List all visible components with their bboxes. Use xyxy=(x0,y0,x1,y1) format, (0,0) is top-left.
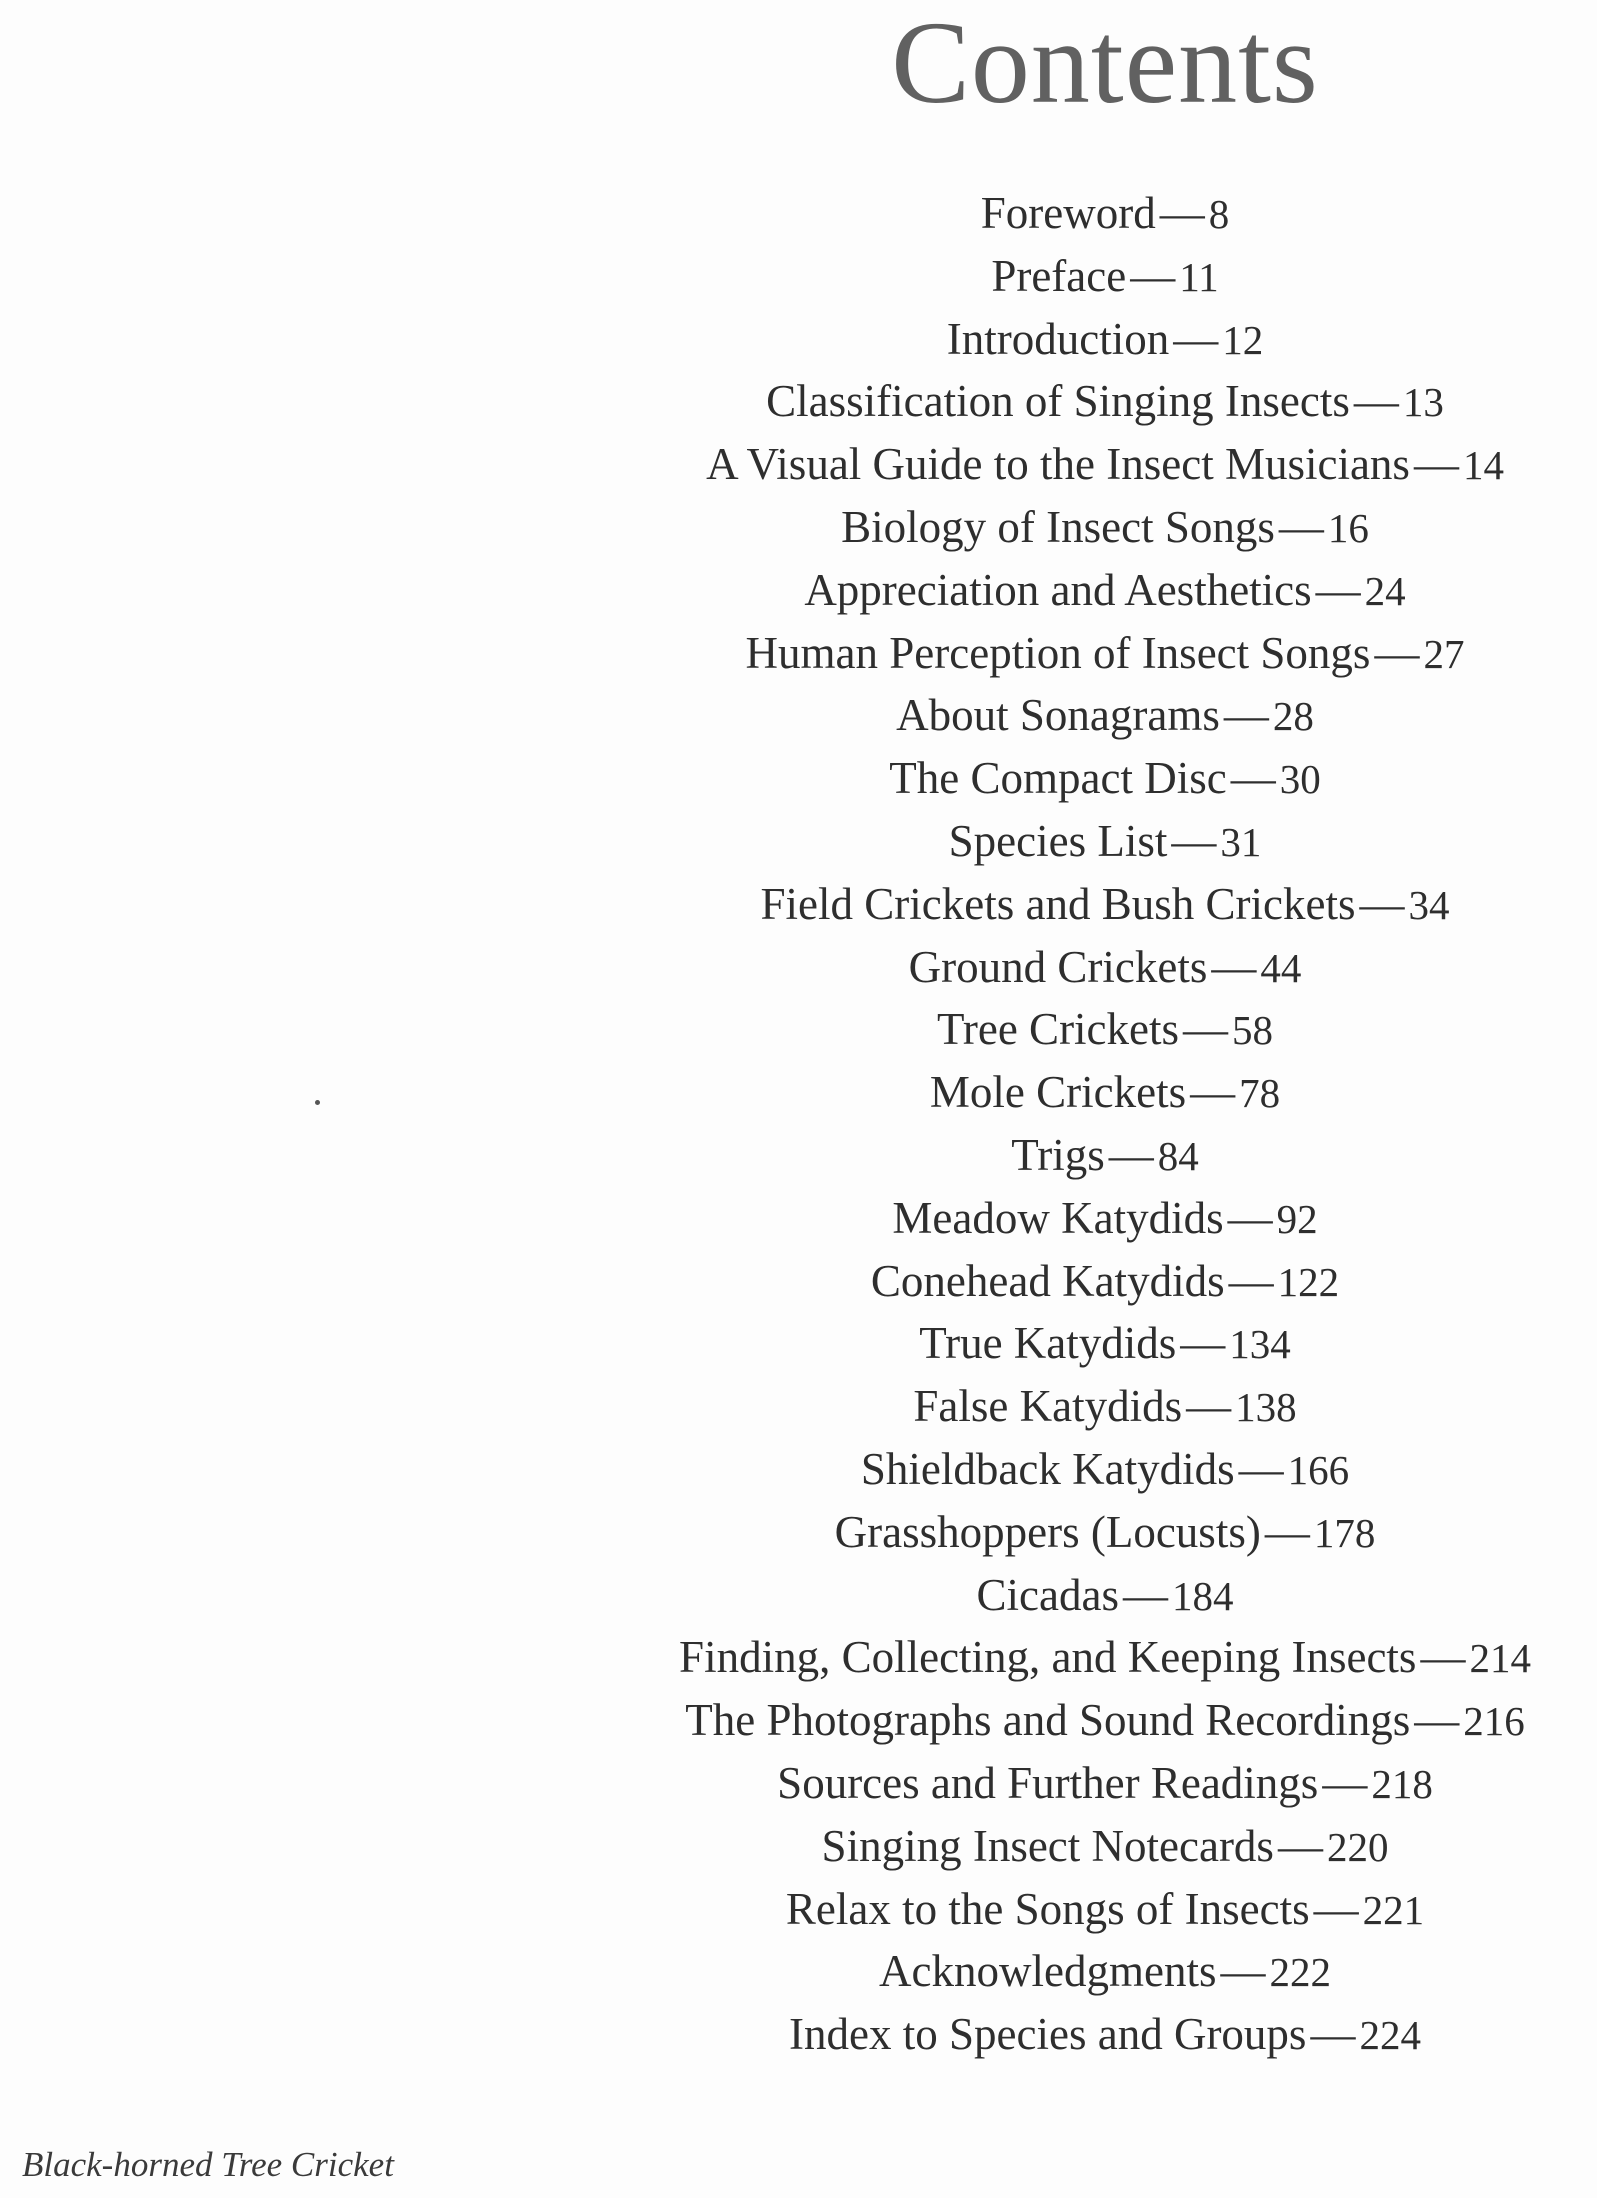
toc-entry-label: Species List xyxy=(948,815,1168,866)
toc-entry-label: Sources and Further Readings xyxy=(777,1757,1319,1808)
toc-entry[interactable] xyxy=(0,245,1597,308)
toc-separator: — xyxy=(1171,815,1217,866)
toc-entry[interactable] xyxy=(0,1626,1597,1689)
toc-page-number: 222 xyxy=(1269,1949,1331,1996)
toc-entry[interactable] xyxy=(0,1752,1597,1815)
toc-entry[interactable] xyxy=(0,873,1597,936)
toc-separator: — xyxy=(1315,564,1361,615)
toc-entry[interactable] xyxy=(0,559,1597,622)
toc-entry[interactable] xyxy=(0,308,1597,371)
toc-page-number: 27 xyxy=(1423,630,1465,677)
toc-entry-label: Biology of Insect Songs xyxy=(841,501,1275,552)
toc-entry[interactable] xyxy=(0,622,1597,685)
toc-entry[interactable] xyxy=(0,1878,1597,1941)
toc-page-number: 58 xyxy=(1232,1007,1274,1054)
toc-entry-label: The Compact Disc xyxy=(889,753,1227,804)
toc-separator: — xyxy=(1183,1004,1229,1055)
toc-page-number: 31 xyxy=(1220,818,1262,865)
toc-separator: — xyxy=(1122,1569,1168,1620)
toc-entry-label: Relax to the Songs of Insects xyxy=(785,1883,1310,1934)
toc-entry[interactable] xyxy=(0,1061,1597,1124)
page-title: Contents xyxy=(891,0,1319,128)
toc-entry[interactable] xyxy=(0,747,1597,810)
toc-page-number: 214 xyxy=(1469,1635,1531,1682)
toc-separator: — xyxy=(1420,1632,1466,1683)
toc-entry[interactable] xyxy=(0,1438,1597,1501)
toc-separator: — xyxy=(1413,439,1459,490)
toc-entry[interactable] xyxy=(0,433,1597,496)
toc-entry[interactable] xyxy=(0,1124,1597,1187)
toc-page-number: 28 xyxy=(1272,693,1314,740)
toc-page-number: 30 xyxy=(1279,756,1321,803)
toc-page-number: 224 xyxy=(1359,2012,1421,2059)
toc-entry-label: Trigs xyxy=(1011,1129,1105,1180)
toc-separator: — xyxy=(1228,1255,1274,1306)
toc-page-number: 34 xyxy=(1408,881,1450,928)
toc-entry-label: Mole Crickets xyxy=(929,1067,1187,1118)
toc-entry[interactable] xyxy=(0,1689,1597,1752)
toc-separator: — xyxy=(1277,1820,1323,1871)
toc-page-number: 8 xyxy=(1208,191,1230,237)
toc-separator: — xyxy=(1211,941,1257,992)
toc-separator: — xyxy=(1322,1757,1368,1808)
toc-entry-label: Tree Crickets xyxy=(936,1004,1180,1055)
toc-page-number: 44 xyxy=(1260,944,1302,991)
toc-entry-label: Classification of Singing Insects xyxy=(766,376,1350,427)
toc-page-number: 166 xyxy=(1287,1446,1350,1493)
toc-separator: — xyxy=(1159,188,1205,238)
toc-page-number: 122 xyxy=(1277,1258,1340,1305)
toc-separator: — xyxy=(1173,313,1219,364)
toc-entry-label: Appreciation and Aesthetics xyxy=(804,564,1312,615)
toc-separator: — xyxy=(1220,1946,1266,1997)
toc-page-number: 12 xyxy=(1222,316,1264,363)
toc-entry[interactable] xyxy=(0,810,1597,873)
toc-page-number: 138 xyxy=(1235,1384,1297,1431)
toc-page-number: 78 xyxy=(1239,1070,1281,1117)
toc-entry-label: Acknowledgments xyxy=(879,1946,1217,1997)
toc-page-number: 24 xyxy=(1364,567,1406,614)
toc-page-number: 134 xyxy=(1229,1321,1291,1368)
toc-separator: — xyxy=(1278,501,1324,552)
toc-entry[interactable] xyxy=(0,1250,1597,1313)
toc-entry-label: Cicadas xyxy=(976,1569,1119,1620)
toc-entry-label: The Photographs and Sound Recordings xyxy=(685,1695,1411,1746)
toc-entry-label: False Katydids xyxy=(913,1381,1183,1432)
toc-entry-label: Preface xyxy=(991,250,1127,301)
toc-entry[interactable] xyxy=(0,370,1597,433)
toc-entry[interactable] xyxy=(0,1564,1597,1627)
toc-page-number: 92 xyxy=(1276,1195,1318,1242)
toc-separator: — xyxy=(1230,753,1276,804)
toc-separator: — xyxy=(1359,878,1405,929)
toc-entry[interactable] xyxy=(0,684,1597,747)
toc-entry-label: Foreword xyxy=(980,188,1156,238)
toc-entry-label: Index to Species and Groups xyxy=(789,2009,1307,2060)
toc-entry-label: True Katydids xyxy=(919,1318,1177,1369)
toc-page-number: 221 xyxy=(1362,1886,1425,1933)
stray-dot-mark xyxy=(315,1100,320,1105)
toc-entry-label: Grasshoppers (Locusts) xyxy=(834,1506,1261,1557)
toc-entry[interactable] xyxy=(0,182,1597,245)
toc-entry-label: Conehead Katydids xyxy=(870,1255,1225,1306)
toc-page-number: 11 xyxy=(1179,253,1219,300)
toc-entry[interactable] xyxy=(0,1187,1597,1250)
toc-entry-label: Meadow Katydids xyxy=(892,1192,1224,1243)
toc-entry[interactable] xyxy=(0,1375,1597,1438)
toc-entry[interactable] xyxy=(0,1815,1597,1878)
toc-page-number: 13 xyxy=(1402,379,1444,426)
toc-entry[interactable] xyxy=(0,936,1597,999)
toc-entry-label: Introduction xyxy=(946,313,1170,364)
toc-entry-label: Ground Crickets xyxy=(908,941,1208,992)
toc-entry[interactable] xyxy=(0,1312,1597,1375)
toc-entry[interactable] xyxy=(0,1940,1597,2003)
toc-separator: — xyxy=(1223,690,1269,741)
toc-separator: — xyxy=(1180,1318,1226,1369)
toc-page-number: 16 xyxy=(1327,504,1369,551)
toc-separator: — xyxy=(1264,1506,1310,1557)
toc-separator: — xyxy=(1353,376,1399,427)
toc-entry-label: Human Perception of Insect Songs xyxy=(745,627,1371,678)
toc-page-number: 14 xyxy=(1462,442,1504,489)
toc-page-number: 216 xyxy=(1463,1698,1525,1745)
table-of-contents xyxy=(0,182,1597,2066)
toc-entry[interactable] xyxy=(0,998,1597,1061)
toc-separator: — xyxy=(1313,1883,1359,1934)
toc-entry[interactable] xyxy=(0,1501,1597,1564)
toc-separator: — xyxy=(1238,1443,1284,1494)
toc-separator: — xyxy=(1108,1129,1154,1180)
toc-separator: — xyxy=(1190,1067,1236,1118)
toc-page-number: 220 xyxy=(1326,1823,1389,1870)
toc-separator: — xyxy=(1130,250,1176,301)
toc-entry-label: Finding, Collecting, and Keeping Insects xyxy=(679,1632,1417,1683)
toc-separator: — xyxy=(1374,627,1420,678)
toc-entry-label: Singing Insect Notecards xyxy=(821,1820,1274,1871)
toc-separator: — xyxy=(1310,2009,1356,2060)
toc-entry-label: A Visual Guide to the Insect Musicians xyxy=(706,439,1410,490)
toc-entry[interactable] xyxy=(0,2003,1597,2066)
toc-entry[interactable] xyxy=(0,496,1597,559)
photo-caption: Black-horned Tree Cricket xyxy=(22,2145,394,2184)
toc-page-number: 184 xyxy=(1171,1572,1234,1619)
toc-page-number: 178 xyxy=(1313,1509,1376,1556)
toc-page-number: 218 xyxy=(1371,1760,1433,1807)
toc-separator: — xyxy=(1227,1192,1273,1243)
toc-separator: — xyxy=(1414,1695,1460,1746)
toc-page-number: 84 xyxy=(1157,1132,1199,1179)
toc-separator: — xyxy=(1186,1381,1232,1432)
toc-entry-label: About Sonagrams xyxy=(896,690,1220,741)
toc-entry-label: Field Crickets and Bush Crickets xyxy=(760,878,1356,929)
toc-entry-label: Shieldback Katydids xyxy=(860,1443,1235,1494)
